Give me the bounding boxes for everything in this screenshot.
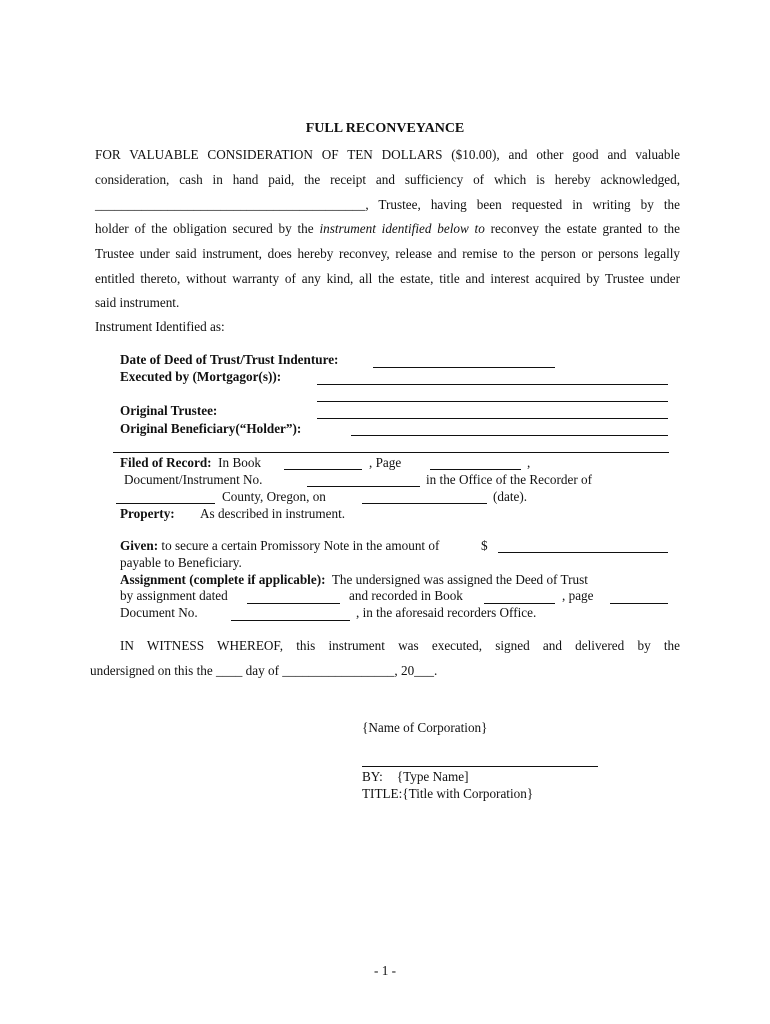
intro-line-1: FOR VALUABLE CONSIDERATION OF TEN DOLLARS ($10.00), and other good and valuable — [95, 147, 680, 162]
recorders-office-text: , in the aforesaid recorders Office. — [356, 605, 537, 620]
assignment-row — [120, 572, 588, 588]
assignment-book-field[interactable] — [484, 603, 555, 604]
payable-to-beneficiary: payable to Beneficiary. — [120, 555, 242, 570]
assignment-label: Assignment (complete if applicable): — [120, 572, 326, 587]
title-label: TITLE: — [362, 786, 403, 801]
witness-line-1: IN WITNESS WHEREOF, this instrument was executed, signed and delivered by the — [120, 638, 680, 653]
by-label: BY: — [362, 769, 383, 784]
day-blank[interactable]: ____ — [216, 663, 243, 678]
section-divider — [113, 452, 669, 453]
title-row — [362, 786, 533, 802]
page-label: , Page — [369, 455, 402, 470]
recorded-in-book-label: and recorded in Book — [349, 588, 463, 603]
property-value: As described in instrument. — [200, 506, 346, 521]
corporation-name: {Name of Corporation} — [362, 720, 488, 735]
dollar-sign: $ — [481, 538, 488, 553]
trustee-name-blank[interactable]: _________________________________________ — [95, 197, 366, 212]
page-field[interactable] — [430, 469, 521, 470]
given-text: to secure a certain Promissory Note in the amount of — [161, 538, 440, 553]
document-instrument-field[interactable] — [307, 486, 420, 487]
assignment-text: The undersigned was assigned the Deed of Trust — [331, 572, 588, 587]
recorded-date-field[interactable] — [362, 503, 487, 504]
assignment-date-field[interactable] — [247, 603, 340, 604]
by-name-value: {Type Name] — [396, 769, 469, 784]
witness-line-2 — [90, 663, 437, 679]
date-text: (date). — [493, 489, 528, 504]
given-row — [120, 538, 439, 554]
witness-period: . — [433, 663, 438, 678]
in-book-label: In Book — [218, 455, 262, 470]
intro-line-5: Trustee under said instrument, does hereby reconvey, release and remise to the person or persons legally — [95, 246, 680, 261]
instrument-identified-italic: instrument identified below to — [319, 221, 485, 236]
page-comma: , — [527, 455, 531, 470]
filed-of-record-label: Filed of Record: — [120, 455, 212, 470]
day-of-text: day of — [242, 663, 283, 678]
date-of-deed-field[interactable] — [373, 367, 555, 368]
intro-line-4-post: reconvey the estate granted to the — [484, 221, 680, 236]
county-field[interactable] — [116, 503, 215, 504]
assignment-page-label: , page — [562, 588, 594, 603]
original-trustee-field[interactable] — [317, 418, 668, 419]
assignment-document-no-field[interactable] — [231, 620, 350, 621]
intro-line-4-pre: holder of the obligation secured by the — [95, 221, 320, 236]
instrument-identified-label: Instrument Identified as: — [95, 319, 225, 334]
document-instrument-label: Document/Instrument No. — [124, 472, 263, 487]
original-beneficiary-label: Original Beneficiary(“Holder”): — [120, 421, 302, 436]
by-row — [362, 769, 468, 785]
witness-line-2-pre: undersigned on this the — [90, 663, 216, 678]
intro-line-3 — [95, 197, 680, 213]
assignment-page-field[interactable] — [610, 603, 668, 604]
intro-line-7: said instrument. — [95, 295, 180, 310]
title-value: {Title with Corporation} — [402, 786, 534, 801]
page-number: - 1 - — [374, 963, 396, 978]
property-label: Property: — [120, 506, 175, 521]
intro-line-2: consideration, cash in hand paid, the receipt and sufficiency of which is hereby acknowledged, — [95, 172, 680, 187]
date-of-deed-label: Date of Deed of Trust/Trust Indenture: — [120, 352, 339, 367]
county-oregon-text: County, Oregon, on — [222, 489, 326, 504]
trustee-text: , Trustee, having been requested in writing by the — [365, 197, 680, 212]
note-amount-field[interactable] — [498, 552, 668, 553]
signature-line[interactable] — [362, 766, 598, 767]
office-recorder-text: in the Office of the Recorder of — [426, 472, 592, 487]
executed-by-field[interactable] — [317, 384, 668, 385]
original-trustee-label: Original Trustee: — [120, 403, 218, 418]
book-field[interactable] — [284, 469, 362, 470]
year-prefix: , 20 — [394, 663, 415, 678]
executed-by-field-2[interactable] — [317, 401, 668, 402]
month-blank[interactable]: _________________ — [282, 663, 395, 678]
by-assignment-dated-label: by assignment dated — [120, 588, 228, 603]
filed-of-record-row — [120, 455, 261, 471]
year-blank[interactable]: ___ — [414, 663, 434, 678]
intro-line-4 — [95, 221, 680, 237]
intro-line-6: entitled thereto, without warranty of any kind, all the estate, title and interest acquired by Trustee under — [95, 271, 680, 286]
executed-by-label: Executed by (Mortgagor(s)): — [120, 369, 282, 384]
document-no-label: Document No. — [120, 605, 198, 620]
original-beneficiary-field[interactable] — [351, 435, 668, 436]
document-title: FULL RECONVEYANCE — [305, 121, 465, 136]
given-label: Given: — [120, 538, 159, 553]
